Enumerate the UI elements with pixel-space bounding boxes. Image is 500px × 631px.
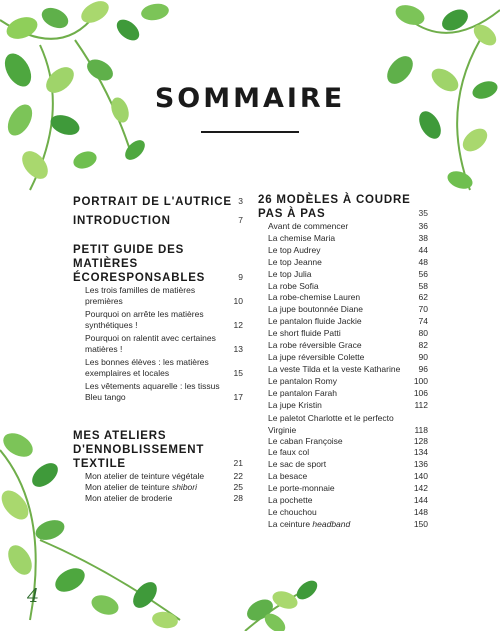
toc-entry-title: La veste Tilda et la veste Katharine xyxy=(268,363,401,374)
toc-entry-title: Le pantalon Farah xyxy=(268,387,337,398)
toc-entry-title: Le porte-monnaie xyxy=(268,483,335,494)
toc-entry xyxy=(258,292,428,304)
toc-entry-page: 112 xyxy=(414,399,428,410)
toc-entry: Mon atelier de broderie 28 xyxy=(85,493,243,503)
toc-entry-title: La jupe boutonnée Diane xyxy=(268,304,363,315)
toc-entry xyxy=(258,483,428,495)
toc-entry-page: 128 xyxy=(413,435,428,446)
toc-entry-page: 80 xyxy=(418,328,428,339)
toc-entry-page: 96 xyxy=(418,363,428,374)
toc-entry-page: 82 xyxy=(418,340,428,351)
toc-entry xyxy=(258,352,428,364)
toc-entry xyxy=(258,519,428,531)
toc-entry-page: 118 xyxy=(414,424,428,435)
toc-entry-title: La jupe Kristin xyxy=(268,399,322,410)
toc-entry-list xyxy=(258,221,428,531)
toc-entry-title: Le paletot Charlotte et le perfecto Virginie xyxy=(268,412,394,435)
toc-entry-page: 106 xyxy=(413,387,428,398)
toc-entry: Mon atelier de teinture végétale 22 xyxy=(85,471,243,481)
title-underline xyxy=(201,131,299,133)
toc-entry-title: Le sac de sport xyxy=(268,459,327,470)
toc-entry-title: La besace xyxy=(268,471,308,482)
toc-entry: Pourquoi on ralentit avec certaines matières ! 13 xyxy=(85,333,243,354)
toc-entry-title: Le caban Françoise xyxy=(268,435,343,446)
toc-section-introduction: INTRODUCTION 7 xyxy=(73,215,243,227)
toc-entry: Pourquoi on arrête les matières synthétiques ! 12 xyxy=(85,309,243,330)
toc-entry xyxy=(258,328,428,340)
toc-entry-title: La robe-chemise Lauren xyxy=(268,292,361,303)
toc-entry xyxy=(258,304,428,316)
toc-entry-page: 38 xyxy=(418,232,428,243)
toc-section-portrait: PORTRAIT DE L'AUTRICE 3 xyxy=(73,196,243,208)
toc-entry-title: La robe réversible Grace xyxy=(268,340,362,351)
toc-entry-page: 150 xyxy=(413,518,428,529)
toc-entry-page: 56 xyxy=(418,268,428,279)
toc-entry: Les trois familles de matières premières 10 xyxy=(85,285,243,306)
toc-section-ateliers: MES ATELIERS D'ENNOBLISSEMENT TEXTILE 21 xyxy=(73,430,243,470)
toc-entry xyxy=(258,459,428,471)
toc-entry-title: Le top Julia xyxy=(268,268,312,279)
toc-entry xyxy=(258,447,428,459)
toc-right-column xyxy=(258,193,428,531)
toc-entry-title: Le short fluide Patti xyxy=(268,328,341,339)
toc-entry xyxy=(258,245,428,257)
toc-entry-page: 48 xyxy=(418,256,428,267)
toc-entry xyxy=(258,316,428,328)
toc-entry-page: 44 xyxy=(418,244,428,255)
toc-entry-page: 58 xyxy=(418,280,428,291)
toc-entry-page: 90 xyxy=(418,351,428,362)
toc-entry-page: 148 xyxy=(413,506,428,517)
toc-entry-title: La chemise Maria xyxy=(268,232,336,243)
toc-entry-page: 140 xyxy=(413,471,428,482)
toc-entry xyxy=(258,412,428,436)
toc-entry-page: 62 xyxy=(418,292,428,303)
toc-entry-title: Le faux col xyxy=(268,447,310,458)
toc-entry-page: 144 xyxy=(413,495,428,506)
toc-entry xyxy=(258,495,428,507)
toc-entry: Mon atelier de teinture shibori 25 xyxy=(85,482,243,492)
page-title: SOMMAIRE xyxy=(154,83,346,114)
toc-entry xyxy=(258,364,428,376)
toc-section-modeles: 26 MODÈLES À COUDRE PAS À PAS 35 xyxy=(258,194,428,220)
leaf-branch-bottom-center xyxy=(235,575,325,631)
toc-left-column xyxy=(73,195,243,504)
toc-entry-title: Le top Audrey xyxy=(268,244,321,255)
toc-entry xyxy=(258,400,428,412)
toc-entry-title: Le chouchou xyxy=(268,506,317,517)
toc-entry xyxy=(258,221,428,233)
toc-entry-title: Le top Jeanne xyxy=(268,256,322,267)
toc-entry-title: Le pantalon fluide Jackie xyxy=(268,316,362,327)
toc-entry-title: La robe Sofia xyxy=(268,280,319,291)
toc-entry xyxy=(258,269,428,281)
toc-entry-page: 100 xyxy=(413,375,428,386)
toc-entry-page: 142 xyxy=(413,483,428,494)
toc-entry-title: La jupe réversible Colette xyxy=(268,351,365,362)
toc-entry-title: Le pantalon Romy xyxy=(268,375,337,386)
toc-entry xyxy=(258,376,428,388)
toc-entry xyxy=(258,281,428,293)
toc-entry xyxy=(258,388,428,400)
toc-entry-page: 136 xyxy=(413,459,428,470)
toc-entry-page: 74 xyxy=(418,316,428,327)
toc-entry xyxy=(258,257,428,269)
toc-entry-page: 70 xyxy=(418,304,428,315)
toc-entry xyxy=(258,507,428,519)
toc-entry xyxy=(258,471,428,483)
toc-entry-page: 36 xyxy=(418,221,428,231)
toc-entry: Les bonnes élèves : les matières exemplaires et locales 15 xyxy=(85,357,243,378)
page-number: 4 xyxy=(27,585,40,607)
toc-entry xyxy=(258,340,428,352)
toc-section-guide: PETIT GUIDE DES MATIÈRES ÉCORESPONSABLES 9 xyxy=(73,244,243,284)
toc-entry-title: La pochette xyxy=(268,495,313,506)
toc-entry-page: 134 xyxy=(413,447,428,458)
toc-entry xyxy=(258,436,428,448)
toc-entry-title: Avant de commencer xyxy=(268,221,349,231)
toc-entry: Les vêtements aquarelle : les tissus Bleu tango 17 xyxy=(85,381,243,402)
toc-entry xyxy=(258,233,428,245)
toc-entry-title: La ceinture headband xyxy=(268,518,351,529)
